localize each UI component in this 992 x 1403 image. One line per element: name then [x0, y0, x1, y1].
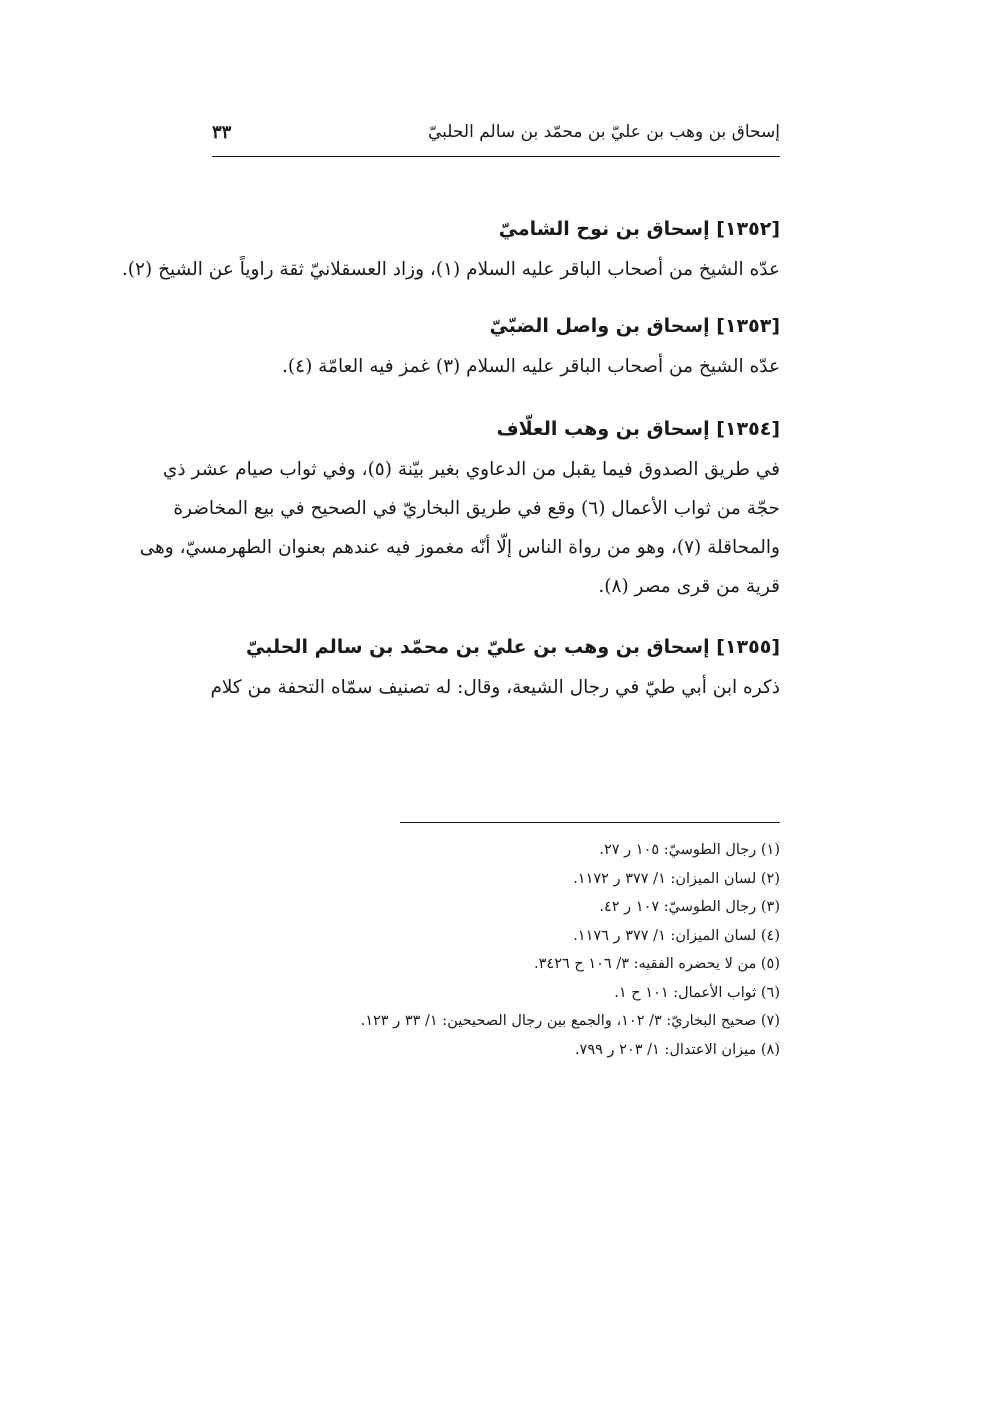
- entry-heading: [١٣٥٥] إسحاق بن وهب بن عليّ بن محمّد بن سالم الحلبيّ: [245, 636, 780, 658]
- footnote: (١) رجال الطوسيّ: ١٠٥ ر ٢٧.: [599, 842, 780, 858]
- entry-heading: [١٣٥٣] إسحاق بن واصل الضبّيّ: [489, 315, 780, 337]
- page-number: ٣٣: [212, 122, 232, 143]
- footnote: (٨) ميزان الاعتدال: ١/ ٢٠٣ ر ٧٩٩.: [574, 1041, 780, 1058]
- entry-1355: [212, 626, 780, 707]
- running-header: [212, 118, 780, 157]
- footnote: (٤) لسان الميزان: ١/ ٣٧٧ ر ١١٧٦.: [573, 927, 780, 944]
- entry-1354: [139, 408, 780, 606]
- entry-text-line: قرية من قرى مصر (٨).: [598, 576, 780, 597]
- main-text: [121, 208, 780, 707]
- footnotes: [212, 836, 780, 1064]
- footnote: (٧) صحيح البخاريّ: ٣/ ١٠٢، والجمع بين رجال الصحيحين: ١/ ٣٣ ر ١٢٣.: [360, 1013, 780, 1029]
- entry-1353: [212, 305, 780, 386]
- entry-text-line: والمحاقلة (٧)، وهو من رواة الناس إلّا أنّه مغموز فيه عندهم بعنوان الطهرمسيّ، وهى: [139, 537, 780, 558]
- entry-heading: [١٣٥٢] إسحاق بن نوح الشاميّ: [498, 218, 780, 240]
- entry-text-line: في طريق الصدوق فيما يقبل من الدعاوي بغير بيّنة (٥)، وفي ثواب صيام عشر ذي: [162, 459, 780, 480]
- footnote: (٥) من لا يحضره الفقيه: ٣/ ١٠٦ ح ٣٤٢٦.: [534, 956, 780, 972]
- entry-text-line: عدّه الشيخ من أصحاب الباقر عليه السلام (١)، وزاد العسقلانيّ ثقة راوياً عن الشيخ (٢).: [121, 259, 780, 280]
- footnote: (٦) ثواب الأعمال: ١٠١ ح ١.: [614, 984, 780, 1001]
- footnote: (٢) لسان الميزان: ١/ ٣٧٧ ر ١١٧٢.: [573, 870, 780, 887]
- running-header-title: إسحاق بن وهب بن عليّ بن محمّد بن سالم الحلبيّ: [428, 122, 780, 142]
- footnote-separator: [400, 822, 780, 823]
- entry-1352: [121, 208, 780, 289]
- entry-text-line: حجّة من ثواب الأعمال (٦) وقع في طريق البخاريّ في الصحيح في بيع المخاضرة: [173, 498, 780, 519]
- entry-text-line: ذكره ابن أبي طيّ في رجال الشيعة، وقال: له تصنيف سمّاه التحفة من كلام: [210, 677, 780, 698]
- entry-text-line: عدّه الشيخ من أصحاب الباقر عليه السلام (٣) غمز فيه العامّة (٤).: [282, 356, 780, 377]
- entry-heading: [١٣٥٤] إسحاق بن وهب العلّاف: [496, 418, 780, 440]
- footnote: (٣) رجال الطوسيّ: ١٠٧ ر ٤٢.: [599, 899, 780, 915]
